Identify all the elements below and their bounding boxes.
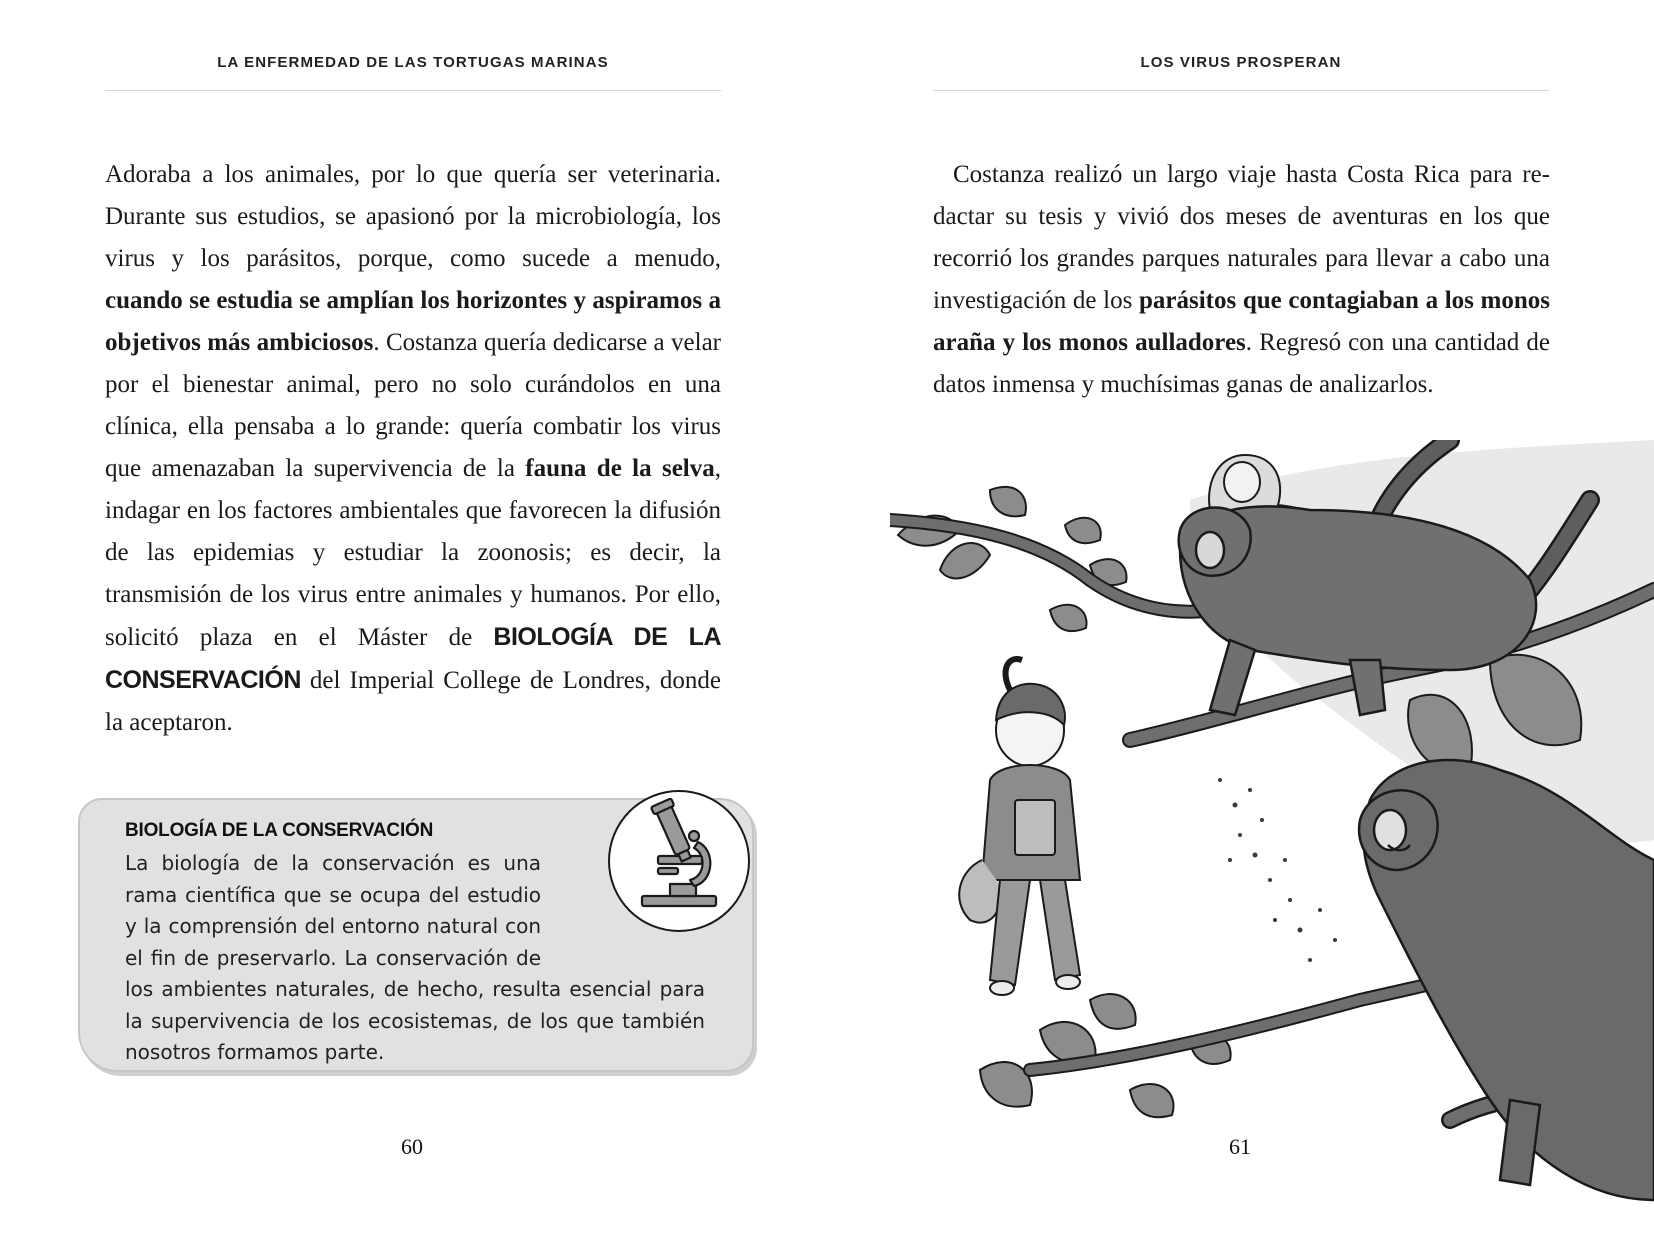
- running-head-right: LOS VIRUS PROSPERAN: [1140, 54, 1342, 71]
- definition-body: La biología de la conservación es una rama científica que se ocupa del estudio y la comprensión del entorno natural con el fin de preservarlo. La conservación de los ambientes naturales, de hecho, resulta esencial para la supervivencia de los ecosistemas, de los que también nosotros formamos parte.: [125, 851, 705, 1064]
- bold-phrase: parásitos que contagiaban a los monos araña y los monos aulladores: [933, 287, 1550, 356]
- paragraph: [933, 154, 1550, 406]
- body-text-left: [105, 154, 721, 744]
- microscope-badge: [608, 790, 750, 932]
- running-head-left: LA ENFERMEDAD DE LAS TORTUGAS MARINAS: [217, 54, 609, 71]
- text-run: , indagar en los factores ambientales que favorecen la difusión de las epidemias y estudiar la zoonosis; es decir, la transmisión de los virus entre animales y humanos. Por ello, solicitó plaza en el Máster de: [105, 455, 721, 651]
- bold-phrase: fauna de la selva: [525, 455, 715, 482]
- text-run: Costanza realizó un largo viaje hasta Costa Rica para redactar su tesis y vivió dos meses de aventuras en los que recorrió los grandes parques naturales para llevar a cabo una investigación de los: [933, 161, 1550, 314]
- header-rule-left: [105, 90, 721, 91]
- header-rule-right: [933, 90, 1549, 91]
- text-run: . Regresó con una cantidad de datos inmensa y muchísimas ganas de analizarlos.: [933, 329, 1551, 398]
- definition-title: BIOLOGÍA DE LA CONSERVACIÓN: [125, 820, 434, 841]
- text-run: . Costanza quería dedicarse a velar por el bienestar animal, pero no solo curándolos en una clínica, ella pensaba a lo grande: quería combatir los virus que amenazaban la supervivencia de la: [105, 329, 721, 482]
- microscope-icon: [610, 792, 748, 930]
- text-run: del Imperial College de Londres, donde la aceptaron.: [105, 667, 721, 736]
- bold-phrase: cuando se estudia se amplían los horizontes y aspiramos a objetivos más ambiciosos: [105, 287, 721, 356]
- body-text-right: [933, 154, 1550, 406]
- paragraph: [105, 154, 721, 744]
- researcher-with-monkeys-illustration: [890, 440, 1654, 1240]
- text-run: Adoraba a los animales, por lo que quería ser veterinaria. Durante sus estudios, se apasionó por la microbiología, los virus y los parásitos, porque, como sucede a menudo,: [105, 161, 721, 272]
- highlighted-term: BIOLOGÍA DE LA CONSERVACIÓN: [105, 623, 721, 694]
- page-number-left: 60: [401, 1134, 423, 1159]
- page-number-right: 61: [1229, 1134, 1251, 1159]
